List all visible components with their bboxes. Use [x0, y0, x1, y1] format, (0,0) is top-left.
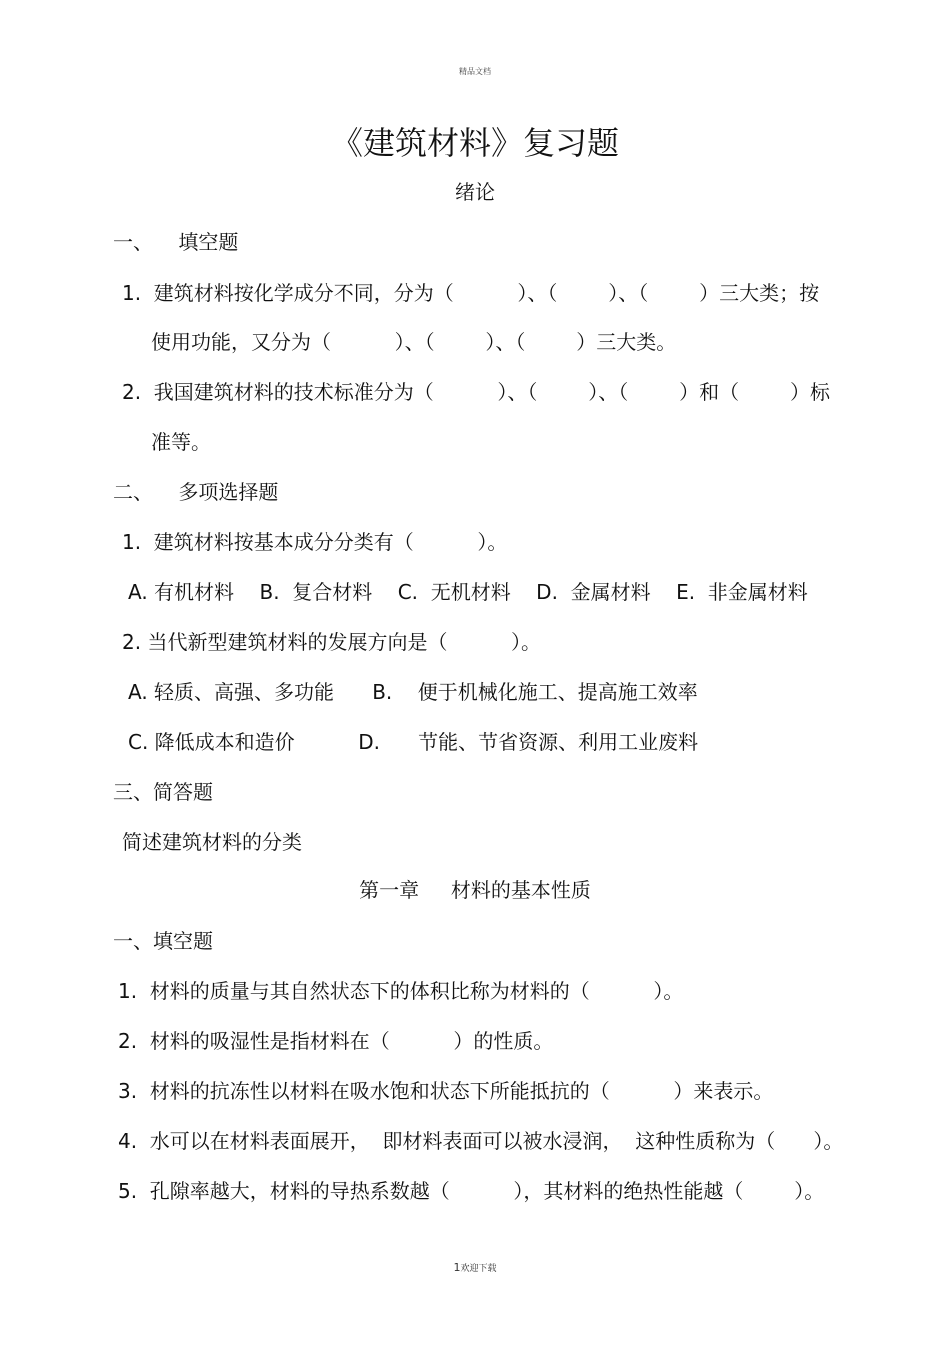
question-text: 5. 孔隙率越大，材料的导热系数越（ ），其材料的绝热性能越（ ）。 — [118, 1179, 825, 1203]
question-text: 3. 材料的抗冻性以材料在吸水饱和状态下所能抵抗的（ ）来表示。 — [118, 1079, 774, 1103]
section-fill-blank-heading: 一、填空题 — [113, 929, 213, 953]
question-text: 2. 我国建筑材料的技术标准分为（ ）、（ ）、（ ）和（ ）标 — [122, 380, 830, 404]
question-text: 1. 材料的质量与其自然状态下的体积比称为材料的（ ）。 — [118, 979, 684, 1003]
section-short-answer-heading: 三、简答题 — [113, 780, 213, 804]
page-number: 1 — [453, 1261, 461, 1274]
document-title: 《建筑材料》复习题 — [330, 124, 619, 162]
question-text: 使用功能，又分为（ ）、（ ）、（ ）三大类。 — [151, 330, 677, 354]
answer-options: C. 降低成本和造价 D. 节能、节省资源、利用工业废料 — [128, 730, 699, 754]
answer-options: A. 轻质、高强、多功能 B. 便于机械化施工、提高施工效率 — [128, 680, 698, 704]
answer-options: A. 有机材料 B. 复合材料 C. 无机材料 D. 金属材料 E. 非金属材料 — [128, 580, 808, 604]
footer-text: 欢迎下载 — [460, 1264, 497, 1274]
page-header: 精品文档 — [459, 67, 491, 76]
question-text: 1. 建筑材料按基本成分分类有（ ）。 — [122, 530, 508, 554]
section-multiple-choice-heading: 二、 多项选择题 — [113, 480, 279, 504]
question-text: 4. 水可以在材料表面展开， 即材料表面可以被水浸润， 这种性质称为（ ）。 — [118, 1129, 844, 1153]
page-footer — [0, 1261, 950, 1274]
section-fill-blank-heading: 一、 填空题 — [113, 230, 239, 254]
question-text: 1. 建筑材料按化学成分不同，分为（ ）、（ ）、（ ）三大类；按 — [122, 281, 820, 305]
intro-heading: 绪论 — [455, 180, 495, 204]
question-text: 准等。 — [151, 430, 211, 454]
question-text: 简述建筑材料的分类 — [122, 830, 302, 854]
question-text: 2. 当代新型建筑材料的发展方向是（ ）。 — [122, 630, 542, 654]
chapter-heading: 第一章 材料的基本性质 — [359, 878, 591, 902]
question-text: 2. 材料的吸湿性是指材料在（ ）的性质。 — [118, 1029, 554, 1053]
